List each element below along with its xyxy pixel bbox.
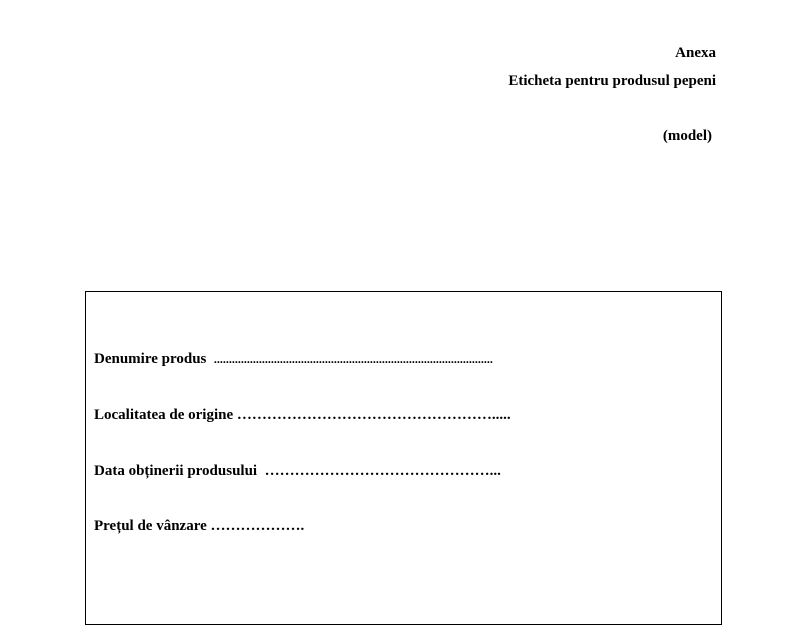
- field-harvest-date: [94, 462, 501, 480]
- field-sale-price: [94, 517, 304, 535]
- fill-in-dots: ………………………………………...: [264, 463, 501, 479]
- model-note: (model): [662, 128, 712, 144]
- field-label: Denumire produs: [94, 351, 207, 367]
- field-origin-locality: [94, 406, 511, 424]
- fill-in-dots: ……………….: [210, 518, 305, 534]
- field-label: Prețul de vânzare: [94, 518, 207, 534]
- field-product-name: [94, 350, 493, 368]
- field-label: Localitatea de origine: [94, 407, 234, 423]
- field-label: Data obținerii produsului: [94, 463, 258, 479]
- fill-in-dots: .............................................................................................: [213, 352, 493, 366]
- annex-heading: Anexa: [675, 45, 716, 61]
- label-title: Eticheta pentru produsul pepeni: [508, 73, 716, 89]
- fill-in-dots: …………………………………………….....: [236, 407, 511, 423]
- label-box: [85, 291, 722, 625]
